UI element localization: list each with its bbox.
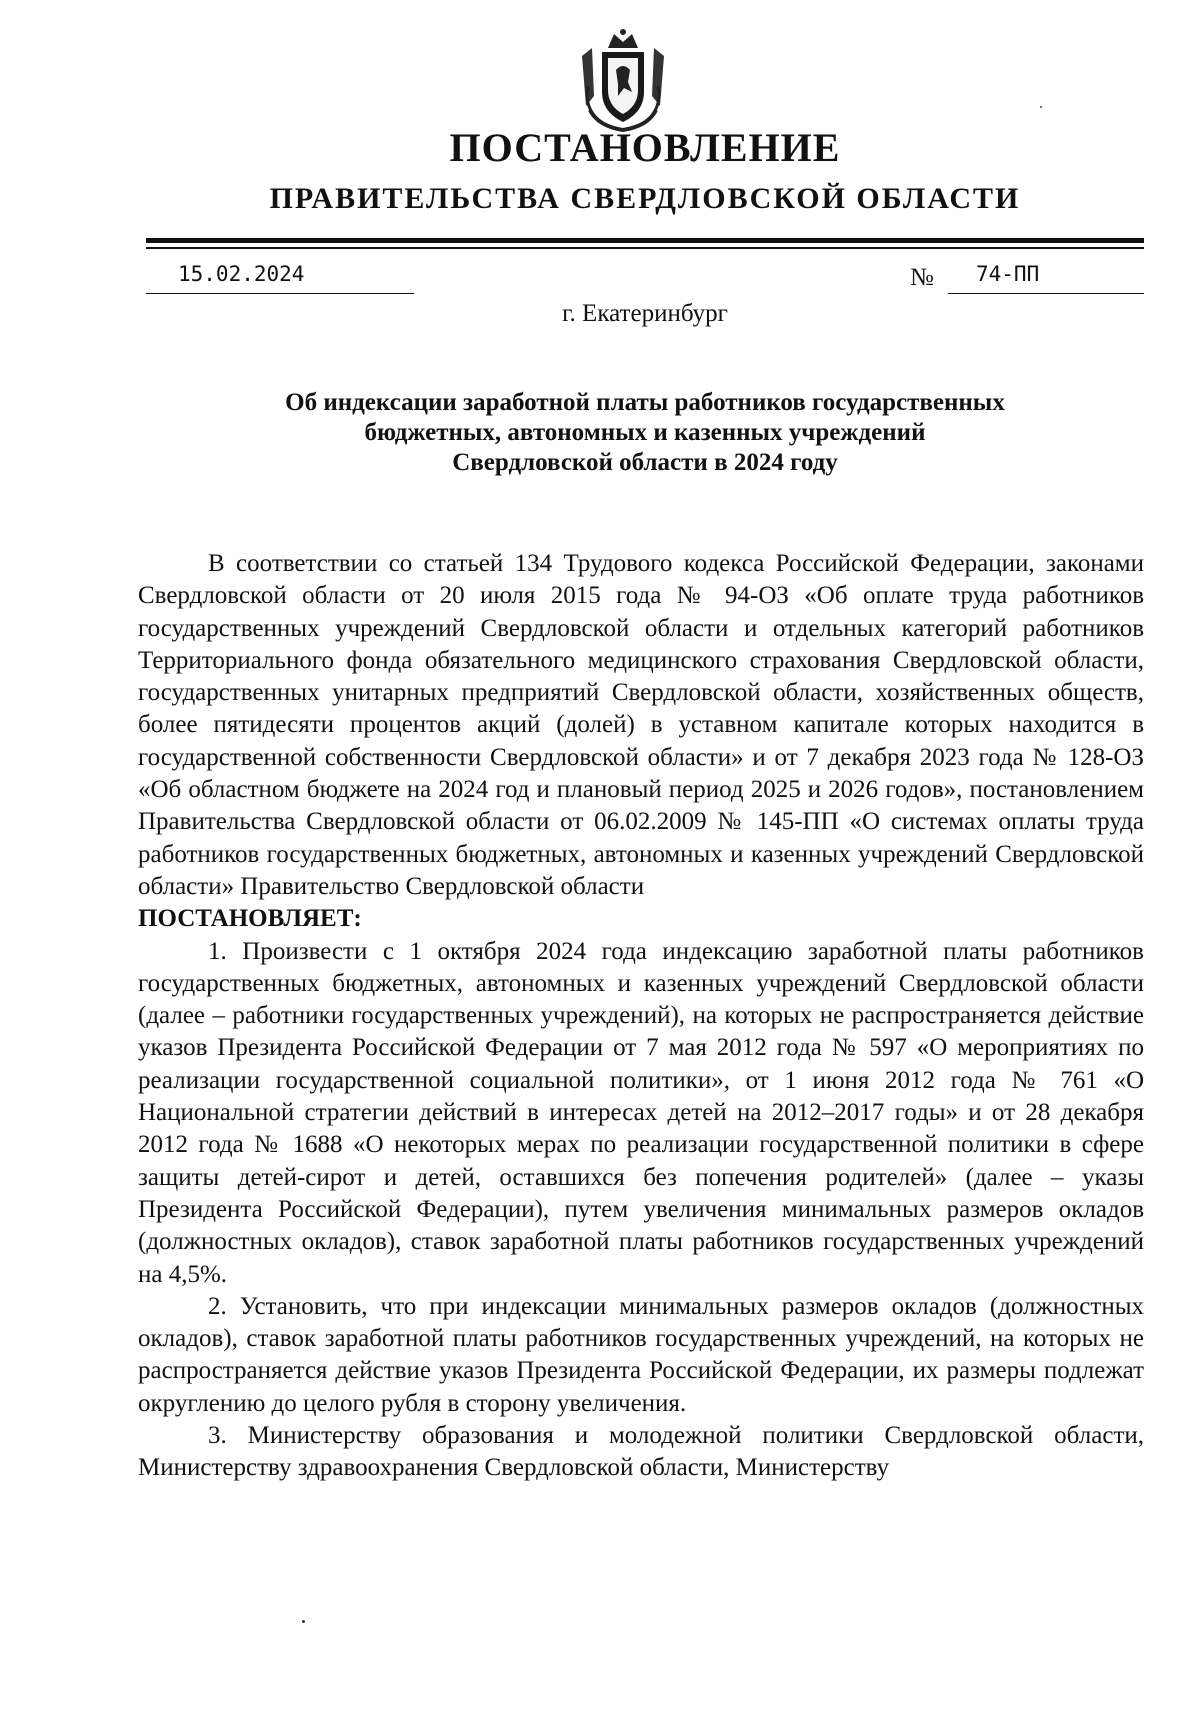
item-paragraph-2: 2. Установить, что при индексации минимальных размеров окладов (должностных окладов), ставок заработной платы работников государственных учреждений, на которых не распространяется действие указов Президента Российской Федерации, их размеры подлежат округлению до целого рубля в сторону увеличения. bbox=[138, 1292, 1144, 1417]
item-paragraph-1: 1. Произвести с 1 октября 2024 года индексацию заработной платы работников государственных бюджетных, автономных и казенных учреждений Свердловской области (далее – работники государственных учреждений), на которых не распространяется действие указов Президента Российской Федерации от 7 мая 2012 года № 597 «О мероприятиях по реализации государственной социальной политики», от 1 июня 2012 года № 761 «О Национальной стратегии действий в интересах детей на 2012–2017 годы» и от 28 декабря 2012 года № 1688 «О некоторых мерах по реализации государственной политики в сфере защиты детей-сирот и детей, оставшихся без попечения родителей» (далее – указы Президента Российской Федерации), путем увеличения минимальных размеров окладов (должностных окладов), ставок заработной платы работников государственных учреждений на 4,5%. bbox=[138, 937, 1144, 1288]
header-divider-thick bbox=[146, 238, 1144, 243]
document-city: г. Екатеринбург bbox=[562, 300, 728, 327]
resolution-heading bbox=[150, 388, 1140, 478]
resolution-heading-line: Свердловской области в 2024 году bbox=[452, 449, 838, 476]
coat-of-arms-icon bbox=[568, 26, 678, 136]
decree-word: ПОСТАНОВЛЯЕТ: bbox=[138, 905, 362, 933]
document-title: ПОСТАНОВЛЕНИЕ bbox=[449, 125, 841, 170]
item-paragraph-3: 3. Министерству образования и молодежной политики Свердловской области, Министерству здравоохранения Свердловской области, Министерству bbox=[138, 1422, 1144, 1482]
document-subtitle: ПРАВИТЕЛЬСТВА СВЕРДЛОВСКОЙ ОБЛАСТИ bbox=[269, 182, 1021, 215]
scan-speck bbox=[1040, 106, 1042, 108]
document-number: 74-ПП bbox=[948, 262, 1144, 294]
resolution-heading-line: Об индексации заработной платы работников государственных bbox=[285, 389, 1005, 416]
preamble-paragraph: В соответствии со статьей 134 Трудового кодекса Российской Федерации, законами Свердловской области от 20 июля 2015 года № 94-ОЗ «Об оплате труда работников государственных учреждений Свердловской области и отдельных категорий работников Территориального фонда обязательного медицинского страхования Свердловской области, государственных унитарных предприятий Свердловской области, хозяйственных обществ, более пятидесяти процентов акций (долей) в уставном капитале которых находится в государственной собственности Свердловской области» и от 7 декабря 2023 года № 128-ОЗ «Об областном бюджете на 2024 год и плановый период 2025 и 2026 годов», постановлением Правительства Свердловской области от 06.02.2009 № 145-ПП «О системах оплаты труда работников государственных бюджетных, автономных и казенных учреждений Свердловской области» Правительство Свердловской области bbox=[138, 550, 1144, 900]
header-divider-thin bbox=[146, 247, 1144, 249]
resolution-heading-line: бюджетных, автономных и казенных учреждений bbox=[364, 419, 926, 446]
document-body bbox=[138, 548, 1144, 1485]
document-date: 15.02.2024 bbox=[146, 262, 414, 294]
scan-mark bbox=[302, 1620, 305, 1623]
number-label: № bbox=[910, 264, 934, 291]
